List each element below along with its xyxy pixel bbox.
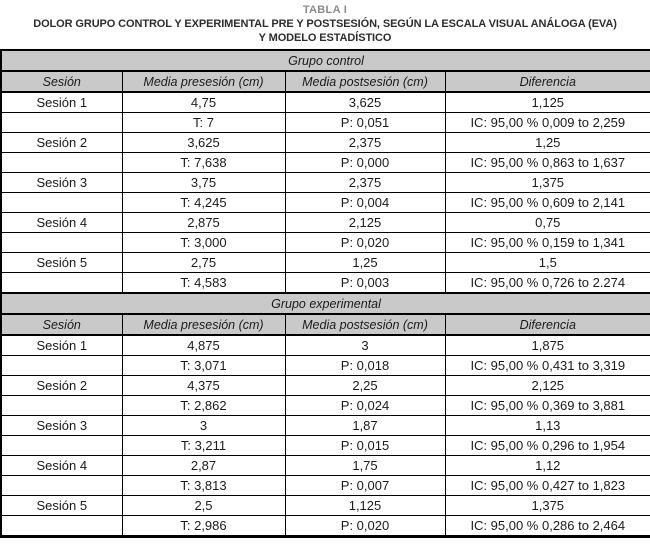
post-mean-cell: 1,125 (285, 496, 445, 516)
col-header-difference: Diferencia (445, 71, 650, 92)
col-header-sesion: Sesión (1, 71, 122, 92)
table-caption (0, 0, 650, 45)
ci-cell: IC: 95,00 % 0,009 to 2,259 (445, 113, 650, 133)
table-title-line1: DOLOR GRUPO CONTROL Y EXPERIMENTAL PRE Y POSTSESIÓN, SEGÚN LA ESCALA VISUAL ANÁLOGA (EVA) (33, 18, 617, 30)
pre-mean-cell: 2,87 (122, 456, 285, 476)
stats-row (1, 233, 650, 253)
table-row (1, 376, 650, 396)
column-header-row (1, 71, 650, 92)
pre-mean-cell: 3 (122, 416, 285, 436)
pre-mean-cell: 3,625 (122, 133, 285, 153)
col-header-pre-mean: Media presesión (cm) (122, 314, 285, 335)
empty-cell (1, 153, 122, 173)
post-mean-cell: 1,87 (285, 416, 445, 436)
group-header-row (1, 50, 650, 71)
p-value-cell: P: 0,018 (285, 356, 445, 376)
ci-cell: IC: 95,00 % 0,427 to 1,823 (445, 476, 650, 496)
col-header-post-mean: Media postsesión (cm) (285, 314, 445, 335)
empty-cell (1, 396, 122, 416)
t-stat-cell: T: 7,638 (122, 153, 285, 173)
empty-cell (1, 356, 122, 376)
ci-cell: IC: 95,00 % 0,159 to 1,341 (445, 233, 650, 253)
post-mean-cell: 1,75 (285, 456, 445, 476)
ci-cell: IC: 95,00 % 0,609 to 2,141 (445, 193, 650, 213)
post-mean-cell: 3,625 (285, 92, 445, 113)
table-row (1, 335, 650, 356)
post-mean-cell: 3 (285, 335, 445, 356)
pre-mean-cell: 4,375 (122, 376, 285, 396)
stats-row (1, 476, 650, 496)
stats-row (1, 193, 650, 213)
group-title-control: Grupo control (1, 50, 650, 71)
stats-row (1, 273, 650, 294)
p-value-cell: P: 0,024 (285, 396, 445, 416)
ci-cell: IC: 95,00 % 0,431 to 3,319 (445, 356, 650, 376)
p-value-cell: P: 0,003 (285, 273, 445, 294)
empty-cell (1, 436, 122, 456)
empty-cell (1, 113, 122, 133)
t-stat-cell: T: 3,211 (122, 436, 285, 456)
difference-cell: 1,13 (445, 416, 650, 436)
stats-row (1, 396, 650, 416)
results-table (0, 49, 650, 538)
post-mean-cell: 2,25 (285, 376, 445, 396)
difference-cell: 1,25 (445, 133, 650, 153)
difference-cell: 1,375 (445, 173, 650, 193)
session-label-cell: Sesión 1 (1, 92, 122, 113)
difference-cell: 1,5 (445, 253, 650, 273)
empty-cell (1, 193, 122, 213)
stats-row (1, 356, 650, 376)
empty-cell (1, 476, 122, 496)
table-number: TABLA I (302, 4, 348, 16)
table-row (1, 253, 650, 273)
t-stat-cell: T: 3,000 (122, 233, 285, 253)
ci-cell: IC: 95,00 % 0,863 to 1,637 (445, 153, 650, 173)
table-title-line2: Y MODELO ESTADÍSTICO (258, 32, 392, 44)
session-label-cell: Sesión 1 (1, 335, 122, 356)
ci-cell: IC: 95,00 % 0,726 to 2.274 (445, 273, 650, 294)
session-label-cell: Sesión 4 (1, 213, 122, 233)
session-label-cell: Sesión 2 (1, 376, 122, 396)
empty-cell (1, 273, 122, 294)
difference-cell: 1,375 (445, 496, 650, 516)
post-mean-cell: 1,25 (285, 253, 445, 273)
p-value-cell: P: 0,020 (285, 233, 445, 253)
difference-cell: 0,75 (445, 213, 650, 233)
session-label-cell: Sesión 2 (1, 133, 122, 153)
t-stat-cell: T: 4,245 (122, 193, 285, 213)
pre-mean-cell: 2,875 (122, 213, 285, 233)
ci-cell: IC: 95,00 % 0,296 to 1,954 (445, 436, 650, 456)
table-row (1, 92, 650, 113)
table-row (1, 133, 650, 153)
col-header-post-mean: Media postsesión (cm) (285, 71, 445, 92)
session-label-cell: Sesión 5 (1, 253, 122, 273)
table-row (1, 496, 650, 516)
difference-cell: 1,12 (445, 456, 650, 476)
p-value-cell: P: 0,020 (285, 516, 445, 537)
t-stat-cell: T: 3,071 (122, 356, 285, 376)
table-row (1, 456, 650, 476)
pre-mean-cell: 3,75 (122, 173, 285, 193)
table-row (1, 173, 650, 193)
session-label-cell: Sesión 3 (1, 416, 122, 436)
stats-row (1, 516, 650, 537)
post-mean-cell: 2,375 (285, 173, 445, 193)
post-mean-cell: 2,125 (285, 213, 445, 233)
difference-cell: 2,125 (445, 376, 650, 396)
ci-cell: IC: 95,00 % 0,286 to 2,464 (445, 516, 650, 537)
column-header-row (1, 314, 650, 335)
pre-mean-cell: 4,75 (122, 92, 285, 113)
group-header-row (1, 293, 650, 314)
t-stat-cell: T: 3,813 (122, 476, 285, 496)
difference-cell: 1,125 (445, 92, 650, 113)
t-stat-cell: T: 2,986 (122, 516, 285, 537)
col-header-pre-mean: Media presesión (cm) (122, 71, 285, 92)
stats-row (1, 436, 650, 456)
t-stat-cell: T: 4,583 (122, 273, 285, 294)
pre-mean-cell: 2,75 (122, 253, 285, 273)
p-value-cell: P: 0,007 (285, 476, 445, 496)
stats-row (1, 153, 650, 173)
table-row (1, 416, 650, 436)
session-label-cell: Sesión 3 (1, 173, 122, 193)
p-value-cell: P: 0,051 (285, 113, 445, 133)
col-header-difference: Diferencia (445, 314, 650, 335)
table-row (1, 213, 650, 233)
post-mean-cell: 2,375 (285, 133, 445, 153)
group-title-experimental: Grupo experimental (1, 293, 650, 314)
session-label-cell: Sesión 5 (1, 496, 122, 516)
t-stat-cell: T: 2,862 (122, 396, 285, 416)
difference-cell: 1,875 (445, 335, 650, 356)
pre-mean-cell: 4,875 (122, 335, 285, 356)
session-label-cell: Sesión 4 (1, 456, 122, 476)
col-header-sesion: Sesión (1, 314, 122, 335)
p-value-cell: P: 0,000 (285, 153, 445, 173)
ci-cell: IC: 95,00 % 0,369 to 3,881 (445, 396, 650, 416)
p-value-cell: P: 0,004 (285, 193, 445, 213)
empty-cell (1, 516, 122, 537)
empty-cell (1, 233, 122, 253)
stats-row (1, 113, 650, 133)
t-stat-cell: T: 7 (122, 113, 285, 133)
p-value-cell: P: 0,015 (285, 436, 445, 456)
pre-mean-cell: 2,5 (122, 496, 285, 516)
